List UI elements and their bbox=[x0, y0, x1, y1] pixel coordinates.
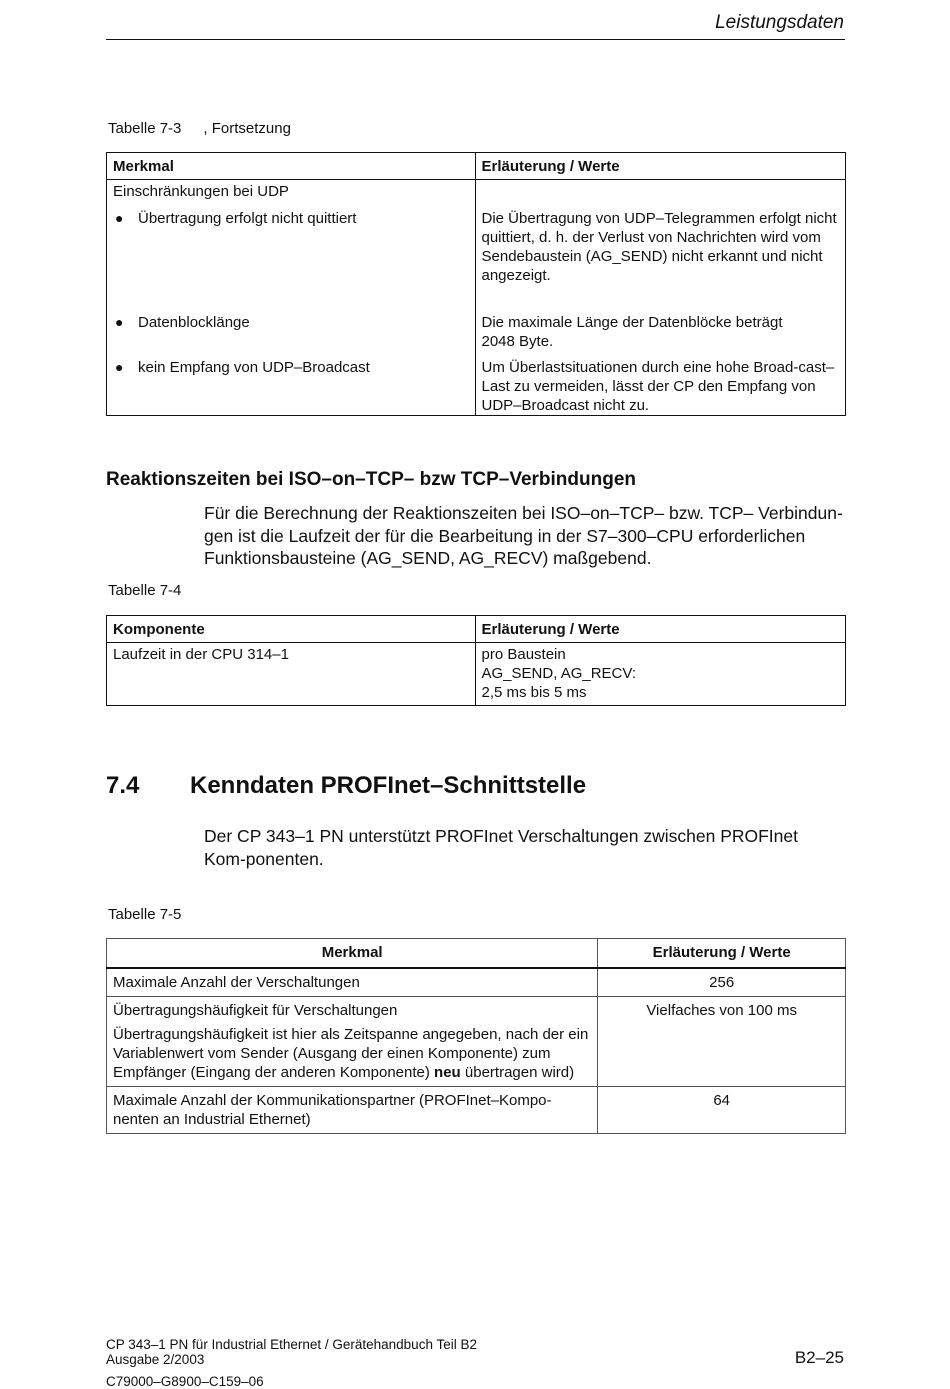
table2-row-value bbox=[475, 643, 846, 706]
table-row bbox=[107, 997, 846, 1087]
table1-header-werte: Erläuterung / Werte bbox=[475, 153, 846, 180]
table2-caption: Tabelle 7-4 bbox=[108, 582, 182, 599]
chapter-title: Kenndaten PROFInet–Schnittstelle bbox=[190, 772, 587, 799]
table2 bbox=[106, 615, 846, 706]
table2-header-komponente: Komponente bbox=[107, 616, 476, 643]
table-row bbox=[107, 1087, 846, 1134]
table1-caption-number: Tabelle 7-3 bbox=[108, 120, 182, 137]
footer-info bbox=[106, 1337, 477, 1389]
header-rule bbox=[106, 39, 845, 40]
table3-row2-note-after: übertragen wird) bbox=[464, 1064, 575, 1081]
running-header: Leistungsdaten bbox=[715, 12, 844, 33]
table3 bbox=[106, 938, 846, 1134]
section-paragraph: Für die Berechnung der Reaktionszeiten bei ISO–on–TCP– bzw. TCP– Verbindun-gen ist die Laufzeit der für die Bearbeitung in der S7–300–CPU erforderlichen Funktionsbausteine (AG_SEND, AG_RECV) maßgebend. bbox=[204, 503, 843, 568]
page-number: B2–25 bbox=[794, 1348, 844, 1367]
table1-row1-value: Die Übertragung von UDP–Telegrammen erfolgt nicht quittiert, d. h. der Verlust von Nachrichten wird vom Sendebaustein (AG_SEND) nicht erkannt und nicht angezeigt. bbox=[475, 201, 846, 301]
table2-value-line: 2,5 ms bis 5 ms bbox=[481, 684, 587, 701]
table2-value-line: pro Baustein bbox=[481, 646, 566, 663]
table1-row1-label: Übertragung erfolgt nicht quittiert bbox=[138, 210, 357, 227]
table1-group-label: Einschränkungen bei UDP bbox=[107, 180, 476, 202]
table3-row3-value: 64 bbox=[598, 1087, 846, 1134]
bullet-icon: ● bbox=[115, 359, 124, 375]
table-row bbox=[107, 968, 846, 997]
table3-row3-label: Maximale Anzahl der Kommunikationspartner (PROFInet–Kompo-nenten an Industrial Ethernet) bbox=[107, 1087, 598, 1134]
chapter-number: 7.4 bbox=[106, 772, 140, 799]
table3-row1-value: 256 bbox=[598, 968, 846, 997]
table1-row3-label: kein Empfang von UDP–Broadcast bbox=[138, 359, 370, 376]
table3-header-merkmal: Merkmal bbox=[107, 939, 598, 969]
footer-line3: C79000–G8900–C159–06 bbox=[106, 1374, 264, 1389]
table1-header-merkmal: Merkmal bbox=[107, 153, 476, 180]
chapter-paragraph: Der CP 343–1 PN unterstützt PROFInet Verschaltungen zwischen PROFInet Kom-ponenten. bbox=[204, 826, 798, 869]
table1-row bbox=[107, 351, 476, 416]
table3-row2-note bbox=[113, 1025, 591, 1082]
table2-value-line: AG_SEND, AG_RECV: bbox=[481, 665, 636, 682]
table1-row3-value: Um Überlastsituationen durch eine hohe Broad-cast–Last zu vermeiden, lässt der CP den Empfang von UDP–Broadcast nicht zu. bbox=[475, 351, 846, 416]
table2-header-werte: Erläuterung / Werte bbox=[475, 616, 846, 643]
table2-row-label: Laufzeit in der CPU 314–1 bbox=[107, 643, 476, 706]
table3-row1-label: Maximale Anzahl der Verschaltungen bbox=[107, 968, 598, 997]
footer-line2: Ausgabe 2/2003 bbox=[106, 1352, 205, 1367]
footer-line1: CP 343–1 PN für Industrial Ethernet / Gerätehandbuch Teil B2 bbox=[106, 1337, 477, 1352]
table3-caption: Tabelle 7-5 bbox=[108, 906, 182, 923]
table1-caption-text: , Fortsetzung bbox=[203, 120, 291, 137]
table1-row2-value: Die maximale Länge der Datenblöcke beträgt 2048 Byte. bbox=[475, 301, 846, 351]
bullet-icon: ● bbox=[115, 210, 124, 226]
table1-row bbox=[107, 301, 476, 351]
section-heading: Reaktionszeiten bei ISO–on–TCP– bzw TCP–Verbindungen bbox=[106, 469, 636, 490]
table3-row2-note-bold: neu bbox=[434, 1064, 461, 1081]
table1-row bbox=[107, 201, 476, 301]
bullet-icon: ● bbox=[115, 314, 124, 330]
table1 bbox=[106, 152, 846, 416]
table3-header-werte: Erläuterung / Werte bbox=[598, 939, 846, 969]
table1-caption bbox=[108, 120, 291, 137]
table3-row2-label: Übertragungshäufigkeit für Verschaltungen bbox=[113, 1002, 398, 1019]
table3-row2-note-before: Übertragungshäufigkeit ist hier als Zeitspanne angegeben, nach der ein Variablenwert vom Sender (Ausgang der einen Komponente) zum Empfänger (Eingang der anderen Komponente) bbox=[113, 1026, 589, 1081]
table3-row2-value: Vielfaches von 100 ms bbox=[598, 997, 846, 1087]
table1-row2-label: Datenblocklänge bbox=[138, 314, 250, 331]
table3-row2-cell bbox=[107, 997, 598, 1087]
